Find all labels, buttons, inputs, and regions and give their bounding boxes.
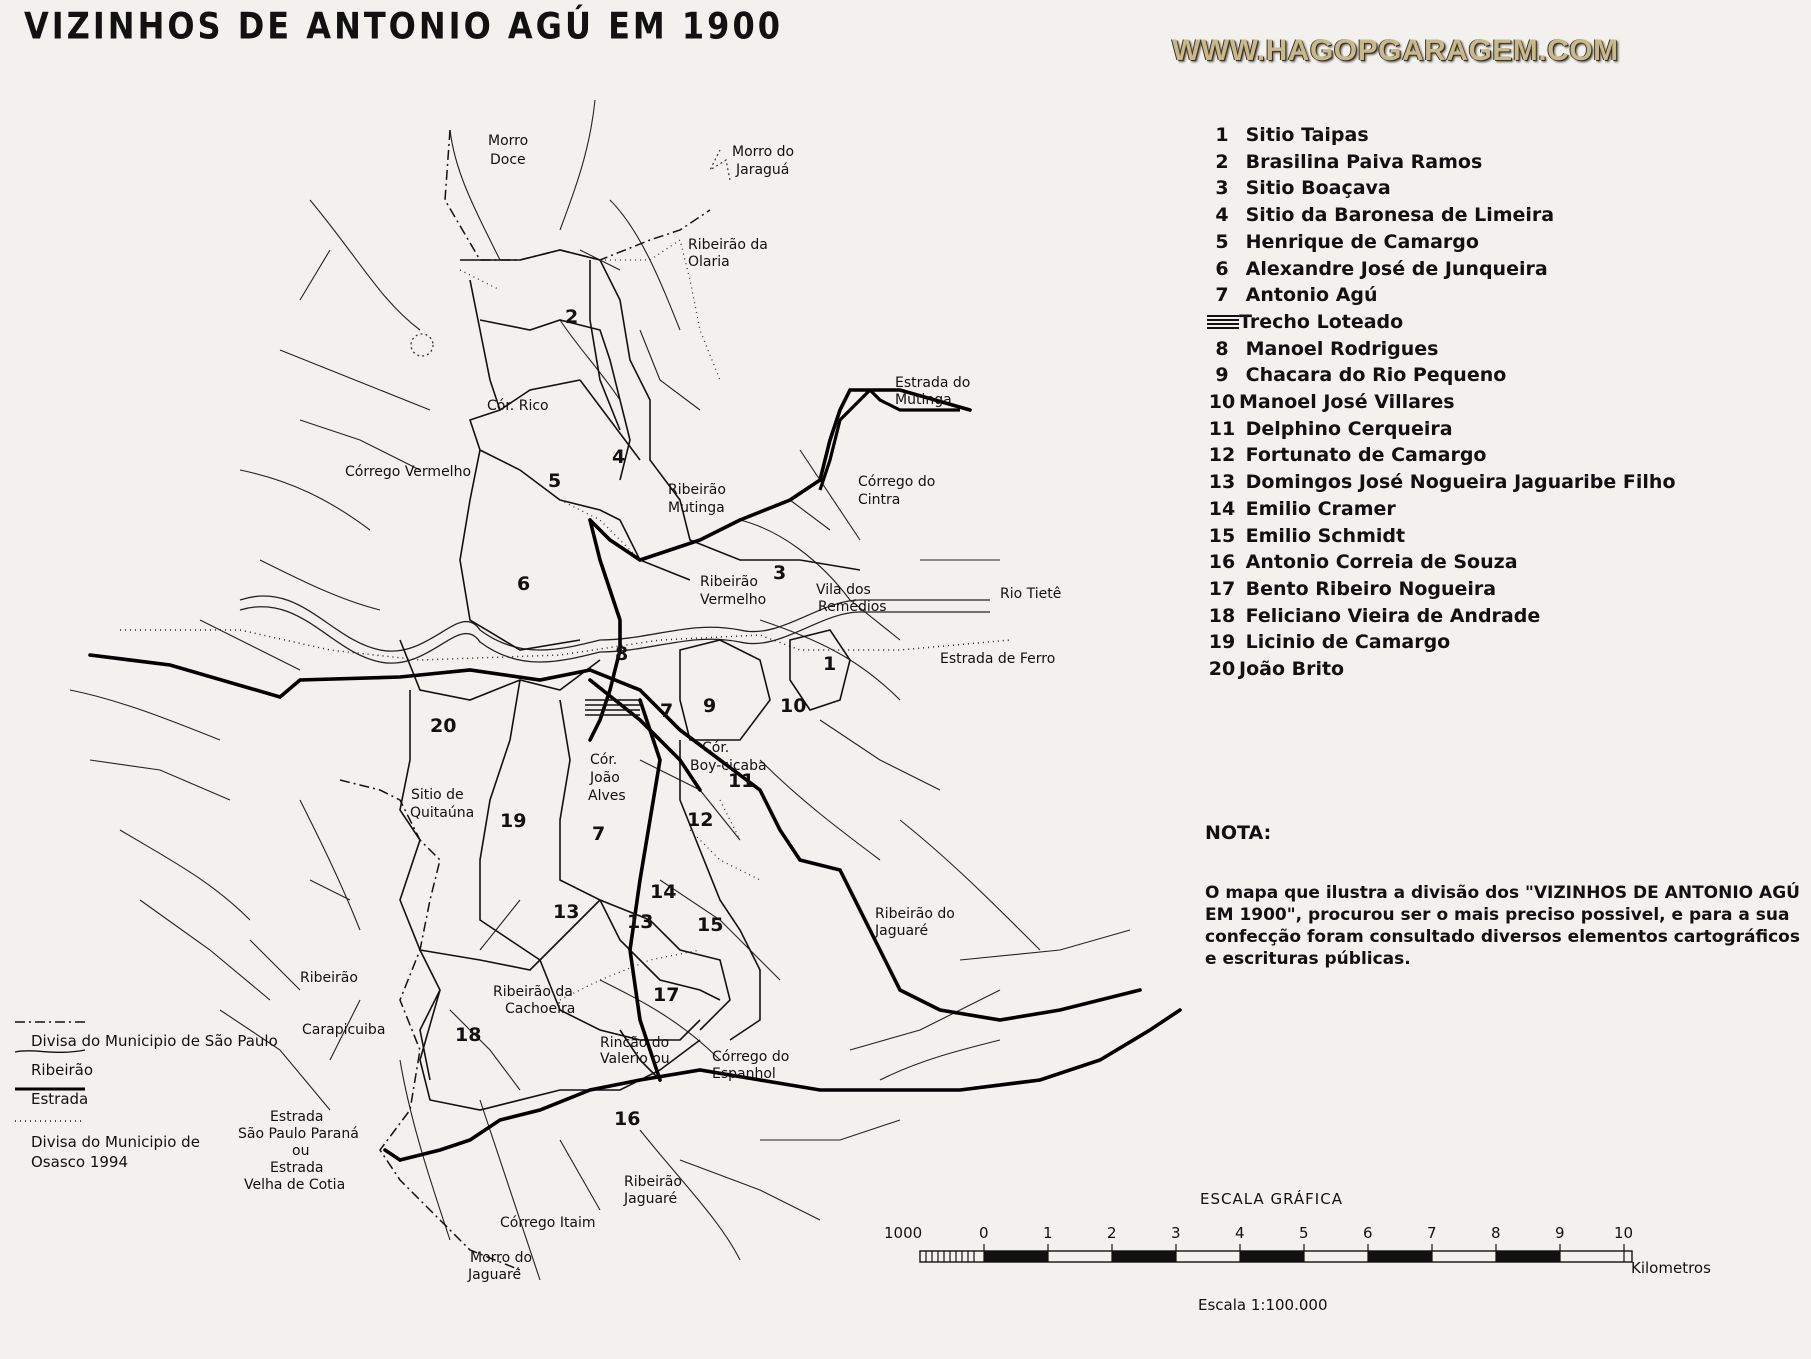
label-cor-joao-2: João	[590, 770, 620, 786]
label-morro-jaguare-2: Jaguaré	[468, 1267, 522, 1283]
legend-item: 8 Manoel Rodrigues	[1215, 337, 1439, 360]
plot-number-17: 17	[653, 984, 680, 1006]
scale-tick-7: 7	[1427, 1224, 1437, 1242]
key-label-ribeirao: Ribeirão	[31, 1061, 94, 1079]
plot-number-20: 20	[430, 715, 457, 737]
property-boundaries	[400, 250, 860, 1110]
label-vila-remedios: Vila dos	[816, 582, 871, 598]
scale-unit: Kilometros	[1631, 1259, 1711, 1277]
legend-item: 13 Domingos José Nogueira Jaguaribe Filho	[1208, 471, 1676, 494]
plot-number-16: 16	[614, 1108, 641, 1130]
label-rincao-2: Valerio ou	[600, 1051, 670, 1067]
plot-number-11: 11	[728, 770, 755, 792]
key-label-divisa-osasco	[31, 1132, 200, 1172]
legend-item: 5 Henrique de Camargo	[1215, 230, 1479, 253]
label-sitio-quitauna: Sitio de	[411, 787, 464, 803]
scale-tick-4: 4	[1235, 1224, 1245, 1242]
label-cor-espanhol-2: Espanhol	[712, 1066, 776, 1082]
label-rib-jaguare-sul-2: Jaguaré	[624, 1191, 678, 1207]
legend-item: 20 João Brito	[1208, 658, 1345, 681]
legend-item-loteado: Trecho Loteado	[1205, 309, 1676, 336]
scale-title: ESCALA GRÁFICA	[1200, 1190, 1343, 1208]
label-rib-mutinga-2: Mutinga	[668, 500, 725, 516]
legend-item: 10 Manoel José Villares	[1208, 391, 1455, 414]
label-rib-mutinga: Ribeirão	[668, 482, 726, 498]
label-rib-jaguare-2: Jaguaré	[875, 923, 929, 939]
label-cor-boy-2: Boy-cicaba	[690, 758, 767, 774]
label-rib-olaria: Ribeirão da	[688, 237, 768, 253]
hatch-icon	[1207, 315, 1239, 329]
plot-number-6: 6	[517, 573, 531, 595]
legend-item: 19 Licinio de Camargo	[1208, 631, 1451, 654]
label-estrada-parana-4: Estrada	[270, 1160, 324, 1176]
label-sitio-quitauna-2: Quitaúna	[410, 805, 475, 821]
scale-bar	[884, 1224, 1633, 1262]
scale-tick-6: 6	[1363, 1224, 1373, 1242]
label-rib-carapicuiba-2: Carapicuiba	[302, 1022, 386, 1038]
scale-tick-5: 5	[1299, 1224, 1309, 1242]
label-rib-vermelho: Ribeirão	[700, 574, 758, 590]
label-morro-jaragua-2: Jaraguá	[736, 162, 790, 178]
key-row-estrada	[15, 1078, 245, 1107]
plot-number-3: 3	[773, 562, 787, 584]
label-estrada-parana-3: ou	[292, 1143, 310, 1159]
plot-number-14: 14	[650, 881, 677, 903]
plot-number-8: 8	[615, 643, 629, 665]
label-rib-olaria-2: Olaria	[688, 254, 730, 270]
legend-item: 18 Feliciano Vieira de Andrade	[1208, 604, 1541, 627]
legend-item: 15 Emilio Schmidt	[1208, 524, 1406, 547]
nota-heading: NOTA:	[1205, 822, 1272, 844]
map-labels	[238, 133, 1061, 1283]
label-cor-rico: Cór. Rico	[487, 398, 549, 414]
label-estrada-ferro: Estrada de Ferro	[940, 651, 1056, 667]
label-rib-jaguare: Ribeirão do	[875, 906, 955, 922]
label-rio-tiete: Rio Tietê	[1000, 586, 1062, 602]
website-watermark[interactable]: WWW.HAGOPGARAGEM.COM	[1172, 34, 1619, 67]
legend-item: 16 Antonio Correia de Souza	[1208, 551, 1518, 574]
plot-number-13b: 13	[627, 911, 654, 933]
scale-tick-10: 10	[1614, 1224, 1634, 1242]
label-cor-itaim: Córrego Itaim	[500, 1215, 596, 1231]
label-cor-boy: Cór.	[702, 740, 730, 756]
label-estrada-parana-2: São Paulo Paraná	[238, 1126, 359, 1142]
legend-item: 11 Delphino Cerqueira	[1208, 417, 1453, 440]
label-cor-cintra: Córrego do	[858, 474, 936, 490]
legend-item: 4 Sitio da Baronesa de Limeira	[1215, 204, 1555, 227]
legend-item: 12 Fortunato de Camargo	[1208, 444, 1487, 467]
plot-number-12: 12	[687, 809, 714, 831]
label-cor-joao: Cór.	[590, 752, 618, 768]
label-morro-jaragua: Morro do	[732, 144, 795, 160]
plot-number-13a: 13	[553, 901, 580, 923]
plot-number-19: 19	[500, 810, 527, 832]
key-label-estrada: Estrada	[31, 1090, 89, 1108]
legend-item: 17 Bento Ribeiro Nogueira	[1208, 577, 1497, 600]
label-rib-jaguare-sul: Ribeirão	[624, 1174, 682, 1190]
scale-tick-0: 0	[979, 1224, 989, 1242]
hill-mark	[411, 334, 433, 356]
plot-number-7-loteado: 7	[660, 700, 674, 722]
label-cor-espanhol: Córrego do	[712, 1049, 790, 1065]
plot-number-1: 1	[823, 653, 837, 675]
legend-item: 9 Chacara do Rio Pequeno	[1215, 364, 1507, 387]
label-estrada-parana-5: Velha de Cotia	[244, 1177, 346, 1193]
scale-bar-blocks	[984, 1251, 1560, 1262]
key-label-divisa-osasco-1: Divisa do Municipio de	[31, 1133, 200, 1151]
plot-number-15: 15	[697, 914, 724, 936]
label-rincao: Rincão do	[600, 1035, 670, 1051]
label-morro-doce: Morro	[488, 133, 529, 149]
label-estrada-parana: Estrada	[270, 1109, 324, 1125]
plot-numbers	[430, 306, 836, 1130]
plot-number-4: 4	[612, 446, 626, 468]
label-estrada-mutinga-2: Mutinga	[895, 392, 952, 408]
legend-item: 7 Antonio Agú	[1215, 284, 1378, 307]
label-rib-cachoeira-2: Cachoeira	[505, 1001, 576, 1017]
key-label-divisa-sp: Divisa do Municipio de São Paulo	[31, 1032, 278, 1050]
map-title: VIZINHOS DE ANTONIO AGÚ EM 1900	[24, 4, 783, 48]
scale-tick-8: 8	[1491, 1224, 1501, 1242]
legend-item: 14 Emilio Cramer	[1208, 497, 1396, 520]
label-cor-cintra-2: Cintra	[858, 492, 901, 508]
label-estrada-mutinga: Estrada do	[895, 375, 971, 391]
label-morro-doce-2: Doce	[490, 152, 526, 168]
railway-line	[120, 630, 1010, 660]
plot-number-10: 10	[780, 695, 807, 717]
line-key	[15, 1020, 278, 1171]
plot-number-9: 9	[703, 695, 717, 717]
label-vila-remedios-2: Remédios	[818, 599, 887, 615]
label-rib-cachoeira: Ribeirão da	[493, 984, 573, 1000]
label-cor-joao-3: Alves	[588, 788, 626, 804]
scale-tick-labels	[884, 1224, 1633, 1242]
scale-tick-2: 2	[1107, 1224, 1117, 1242]
plot-number-18: 18	[455, 1024, 482, 1046]
scale-tick-3: 3	[1171, 1224, 1181, 1242]
legend-item: 2 Brasilina Paiva Ramos	[1215, 150, 1483, 173]
legend-item: 6 Alexandre José de Junqueira	[1215, 257, 1548, 280]
key-label-divisa-osasco-2: Osasco 1994	[31, 1153, 128, 1171]
plot-number-7: 7	[592, 823, 606, 845]
hill-mark-jaragua	[710, 150, 730, 180]
legend-item: 1 Sitio Taipas	[1215, 124, 1369, 146]
label-cor-vermelho: Córrego Vermelho	[345, 464, 472, 480]
scale-ratio: Escala 1:100.000	[1198, 1296, 1328, 1314]
property-legend	[1205, 122, 1676, 683]
scale-tick-1: 1	[1043, 1224, 1053, 1242]
label-rib-vermelho-2: Vermelho	[700, 592, 767, 608]
nota-text: O mapa que ilustra a divisão dos "VIZINHOS DE ANTONIO AGÚ EM 1900", procurou ser o mais preciso possivel, e para a sua confecção foram consultado diversos elementos cartográficos e escrituras públicas.	[1205, 883, 1800, 969]
plot-number-2: 2	[565, 306, 579, 328]
key-row-divisa-sp	[15, 1020, 278, 1050]
label-rib-carapicuiba: Ribeirão	[300, 970, 358, 986]
scale-tick-1000: 1000	[884, 1224, 923, 1242]
legend-item: 3 Sitio Boaçava	[1215, 177, 1391, 200]
key-row-ribeirao	[15, 1049, 245, 1078]
plot-number-5: 5	[548, 470, 562, 492]
label-morro-jaguare: Morro do	[470, 1250, 533, 1266]
scale-tick-9: 9	[1555, 1224, 1565, 1242]
